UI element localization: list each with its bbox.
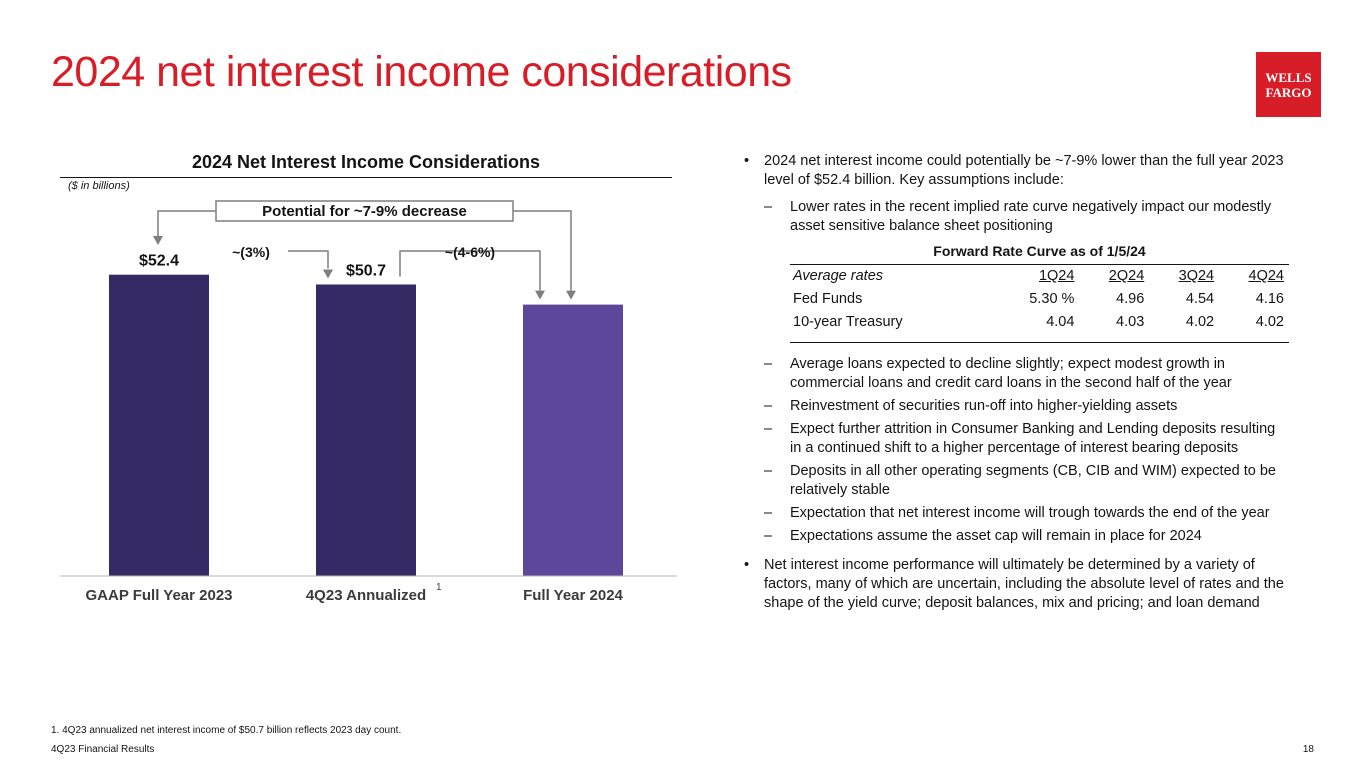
- data-label: $50.7: [345, 262, 387, 280]
- category-superscript: 1: [436, 582, 442, 593]
- logo-line-1: WELLS: [1265, 69, 1312, 85]
- step1-arrow: [323, 269, 333, 278]
- wells-fargo-logo: [1256, 52, 1321, 117]
- bar: [316, 284, 416, 576]
- forward-rate-table: [790, 242, 1289, 343]
- table-cell: 5.30 %: [1029, 291, 1075, 307]
- rate-table: [790, 264, 1289, 343]
- col-header: 4Q24: [1219, 265, 1289, 289]
- step2-label: ~(4-6%): [444, 244, 496, 260]
- nii-bar-chart: [0, 0, 700, 620]
- col-header: 2Q24: [1079, 265, 1149, 289]
- sub-bullet-text: Expectations assume the asset cap will remain in place for 2024: [790, 528, 1202, 544]
- page-title: 2024 net interest income considerations: [51, 48, 792, 96]
- page-number: 18: [1302, 744, 1314, 755]
- data-label: $52.4: [138, 252, 180, 270]
- assumptions-panel: [744, 152, 1289, 621]
- overall-arrow-right: [566, 291, 576, 300]
- bullet-final: • Net interest income performance will ultimately be determined by a variety of factors, many of which are uncertain, including the absolute level of rates and the shape of the yield curve; deposit balances, mix and pricing; and loan demand: [744, 557, 1284, 611]
- category-label: 4Q23 Annualized: [305, 587, 427, 604]
- category-label: GAAP Full Year 2023: [85, 587, 233, 604]
- overall-connector-left: [158, 211, 216, 244]
- sub-bullet: – Expectation that net interest income will trough towards the end of the year: [764, 505, 1270, 521]
- sub-bullet-rates-text: Lower rates in the recent implied rate curve negatively impact our modestly asset sensitive balance sheet positioning: [790, 199, 1272, 234]
- col-header: 1Q24: [993, 265, 1080, 289]
- table-cell: 4.96: [1116, 291, 1145, 307]
- sub-bullet-text: Expect further attrition in Consumer Banking and Lending deposits resulting in a continued shift to a higher percentage of interest bearing deposits: [790, 421, 1276, 456]
- bullet-final-text: Net interest income performance will ultimately be determined by a variety of factors, many of which are uncertain, including the absolute level of rates and the shape of the yield curve; deposit balances, mix and pricing; and loan demand: [764, 557, 1284, 611]
- table-cell: 4.02: [1149, 311, 1219, 343]
- sub-bullet-text: Deposits in all other operating segments (CB, CIB and WIM) expected to be relatively stable: [790, 463, 1276, 498]
- sub-bullet: – Average loans expected to decline slightly; expect modest growth in commercial loans and credit card loans in the second half of the year: [764, 356, 1232, 391]
- sub-bullet-rates: – Lower rates in the recent implied rate curve negatively impact our modestly asset sensitive balance sheet positioning: [764, 199, 1272, 234]
- sub-bullet: – Reinvestment of securities run-off into higher-yielding assets: [764, 398, 1178, 414]
- col-header: Average rates: [790, 265, 993, 289]
- sub-bullet: – Deposits in all other operating segments (CB, CIB and WIM) expected to be relatively stable: [764, 463, 1276, 498]
- logo-line-2: FARGO: [1265, 84, 1312, 100]
- chart-title: 2024 Net Interest Income Considerations: [191, 152, 541, 172]
- table-cell: 10-year Treasury: [790, 311, 993, 343]
- rate-table-title: Forward Rate Curve as of 1/5/24: [933, 243, 1146, 259]
- col-header: 3Q24: [1149, 265, 1219, 289]
- table-cell: Fed Funds: [793, 291, 863, 307]
- sub-bullet-text: Reinvestment of securities run-off into higher-yielding assets: [790, 398, 1178, 414]
- units-label: ($ in billions): [68, 180, 130, 192]
- table-cell: 4.02: [1219, 311, 1289, 343]
- table-row: [790, 311, 1289, 343]
- sub-bullet: – Expect further attrition in Consumer Banking and Lending deposits resulting in a continued shift to a higher percentage of interest bearing deposits: [764, 421, 1276, 456]
- sub-bullet: – Expectations assume the asset cap will remain in place for 2024: [764, 528, 1202, 544]
- rate-table-header: [790, 265, 1289, 289]
- table-row: [790, 288, 1289, 311]
- footer-label: 4Q23 Financial Results: [51, 744, 155, 755]
- overall-arrow-left: [153, 236, 163, 245]
- step2-arrow: [535, 291, 545, 300]
- sub-bullet-text: Average loans expected to decline slightly; expect modest growth in commercial loans and credit card loans in the second half of the year: [790, 356, 1232, 391]
- table-cell: 4.54: [1185, 291, 1215, 307]
- sub-bullet-text: Expectation that net interest income will trough towards the end of the year: [790, 505, 1270, 521]
- step1-label: ~(3%): [232, 244, 270, 260]
- overall-label: Potential for ~7-9% decrease: [262, 203, 467, 220]
- bar: [523, 305, 623, 576]
- bullet-intro: • 2024 net interest income could potentially be ~7-9% lower than the full year 2023 level of $52.4 billion. Key assumptions include:: [744, 153, 1284, 188]
- category-label: Full Year 2024: [523, 587, 623, 604]
- table-cell: 4.16: [1255, 291, 1284, 307]
- footnote: 1. 4Q23 annualized net interest income of $50.7 billion reflects 2023 day count.: [51, 725, 402, 736]
- step1-connector: [288, 251, 328, 268]
- table-cell: 4.03: [1079, 311, 1149, 343]
- table-cell: 4.04: [993, 311, 1080, 343]
- bullet-intro-text: 2024 net interest income could potentially be ~7-9% lower than the full year 2023 level of $52.4 billion. Key assumptions include:: [764, 153, 1284, 188]
- bar: [109, 275, 209, 576]
